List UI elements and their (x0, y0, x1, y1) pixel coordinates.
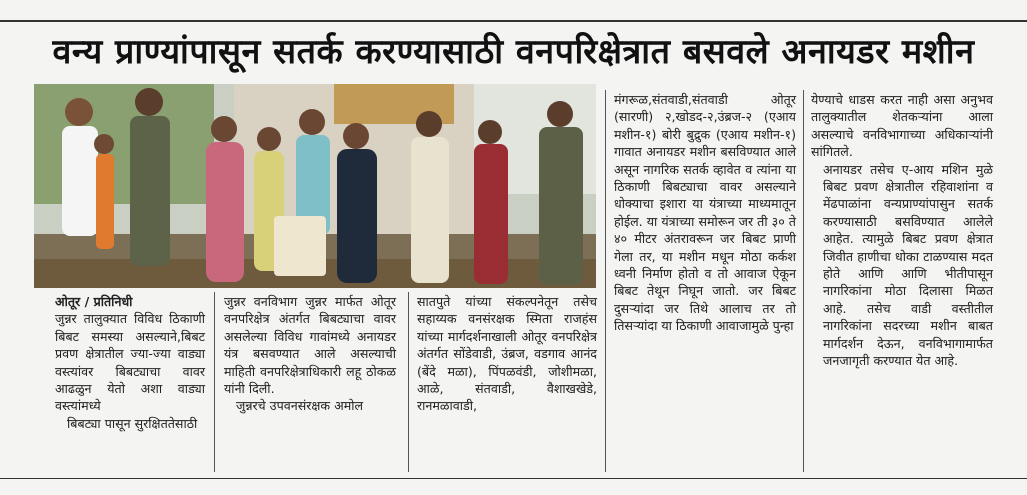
column-1 (55, 293, 205, 432)
column-5-paragraph-2: अनायडर तसेच ए-आय मशिन मुळे बिबट प्रवण क्षेत्रातील रहिवाशांना व मेंढपाळांना वन्यप्राण्यांपासुन सतर्क करण्यासाठी बसविण्यात आलेले आहेत. त्यामुळे बिबट प्रवण क्षेत्रात जिवीत हाणीचा धोका टाळण्यास मदत होते आणि आणि भीतीपासून नागरिकांना मोठा दिलासा मिळत आहे. तसेच वाडी वस्तीतील नागरिकांना सदरच्या मशीन बाबत मार्गदर्शन देऊन, वनविभागामार्फत जनजागृती करण्यात येत आहे. (823, 161, 993, 369)
column-4-paragraph-1: मंगरूळ,संतवाडी,संतवाडी ओतूर (सारणी) २,खोडद-२,उंब्रज-२ (एआय मशीन-१) बोरी बुद्रुक (एआय मशीन-१) गावात अनायडर मशीन बसविण्यात आले असून नागरिक सतर्क व्हावेत व त्यांना या ठिकाणी बिबट्याचा वावर असल्याने धोक्याचा इशारा या यंत्राच्या माध्यमातून होईल. या यंत्राच्या समोरून जर ती ३० ते ४० मीटर अंतरावरून जर बिबट प्राणी गेला तर, या मशीन मधून मोठा कर्कश ध्वनी निर्माण होतो व तो आवाज ऐकून बिबट तेथून निघून जातो. जर बिबट दुसऱ्यांदा जर तिथे आलाच तर तो तिसऱ्यांदा या ठिकाणी आवाजामुळे पुन्हा (614, 92, 796, 334)
headline: वन्य प्राण्यांपासून सतर्क करण्यासाठी वनपरिक्षेत्रात बसवले अनायडर मशीन (52, 32, 975, 72)
column-1-paragraph-1: जुन्नर तालुक्यात विविध ठिकाणी बिबट समस्या असल्याने,बिबट प्रवण क्षेत्रातील ज्या-ज्या वाड्या वस्त्यांवर बिबट्याचा वावर आढळुन येतो अशा वाड्या वस्त्यांमध्ये (55, 311, 205, 414)
column-2 (224, 293, 396, 415)
bottom-rule (0, 478, 1027, 479)
news-photo (34, 84, 596, 288)
column-divider (408, 292, 409, 472)
column-3 (417, 293, 597, 415)
column-4 (614, 91, 796, 335)
column-divider (803, 90, 804, 472)
column-2-paragraph-1: जुन्नर वनविभाग जुन्नर मार्फत ओतूर वनपरिक्षेत्र अंतर्गत बिबट्याचा वावर असलेल्या विविध गावांमध्ये अनायडर यंत्र बसवण्यात आले असल्याची माहिती वनपरिक्षेत्राधिकारी लहू ठोकळ यांनी दिली. (224, 294, 396, 397)
byline: ओतूर / प्रतिनिधी (55, 294, 133, 309)
top-rule (0, 20, 1027, 22)
column-divider (605, 90, 606, 472)
column-divider (214, 292, 215, 472)
group-photo-icon (34, 84, 596, 288)
column-3-paragraph-1: सातपुते यांच्या संकल्पनेतून तसेच सहाय्यक वनसंरक्षक स्मिता राजहंस यांच्या मार्गदर्शनाखाली ओतूर वनपरिक्षेत्र अंतर्गत सोंडेवाडी, उंब्रज, वडगाव आनंद (बेंदे मळा), पिंपळवंडी, जोशीमळा, आळे, संतवाडी, वैशाखखेडे, रानमळावाडी, (417, 294, 597, 414)
column-2-paragraph-2: जुन्नरचे उपवनसंरक्षक अमोल (236, 398, 364, 414)
column-1-paragraph-2: बिबट्या पासून सुरक्षिततेसाठी (67, 415, 198, 431)
column-5 (811, 91, 993, 370)
column-5-paragraph-1: येण्याचे धाडस करत नाही असा अनुभव तालुक्यातील शेतकऱ्यांना आला असल्याचे वनविभागाच्या अधिकाऱ्यांनी सांगितले. (811, 92, 993, 160)
